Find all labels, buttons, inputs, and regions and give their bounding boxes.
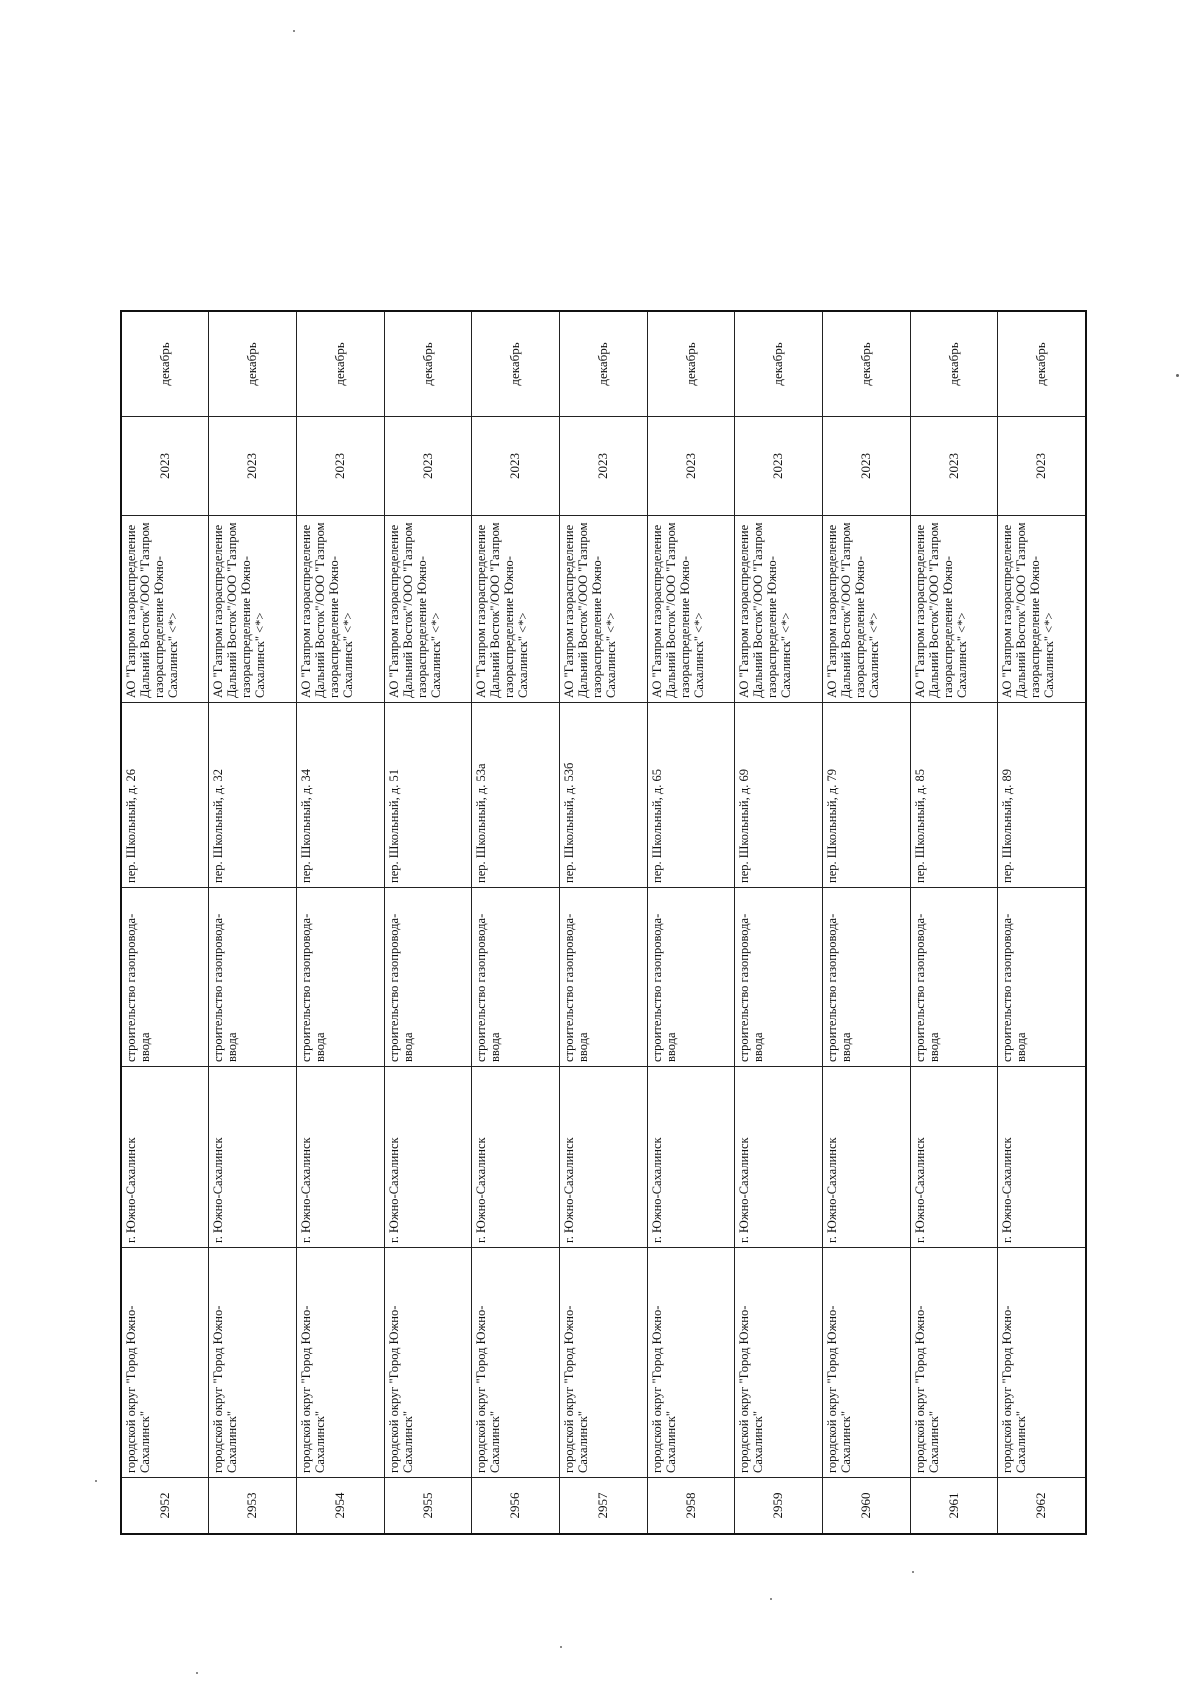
settlement-cell: г. Южно-Сахалинск xyxy=(998,1067,1086,1248)
executor-organization-cell: АО "Газпром газораспределение Дальний Восток"/ООО "Газпром газораспределение Южно-Сахалинск" <*> xyxy=(296,516,384,703)
municipality-cell: городской округ "Город Южно-Сахалинск" xyxy=(998,1248,1086,1478)
table-row xyxy=(559,311,647,1534)
work-type-cell: строительство газопровода-ввода xyxy=(296,888,384,1067)
address-cell: пер. Школьный, д. 53а xyxy=(472,703,560,888)
table-row xyxy=(910,311,998,1534)
address-cell: пер. Школьный, д. 79 xyxy=(823,703,911,888)
year-cell: 2023 xyxy=(384,417,472,516)
work-type-cell: строительство газопровода-ввода xyxy=(384,888,472,1067)
work-type-cell: строительство газопровода-ввода xyxy=(209,888,297,1067)
scan-speck xyxy=(293,30,295,32)
executor-organization-cell: АО "Газпром газораспределение Дальний Восток"/ООО "Газпром газораспределение Южно-Сахалинск" <*> xyxy=(998,516,1086,703)
municipality-cell: городской округ "Город Южно-Сахалинск" xyxy=(384,1248,472,1478)
work-type-cell: строительство газопровода-ввода xyxy=(823,888,911,1067)
address-cell: пер. Школьный, д. 89 xyxy=(998,703,1086,888)
settlement-cell: г. Южно-Сахалинск xyxy=(735,1067,823,1248)
table-row xyxy=(121,311,209,1534)
month-cell: декабрь xyxy=(735,311,823,417)
municipality-cell: городской округ "Город Южно-Сахалинск" xyxy=(910,1248,998,1478)
month-cell: декабрь xyxy=(559,311,647,417)
row-number-cell: 2957 xyxy=(559,1478,647,1535)
table-row xyxy=(647,311,735,1534)
month-cell: декабрь xyxy=(998,311,1086,417)
month-cell: декабрь xyxy=(384,311,472,417)
executor-organization-cell: АО "Газпром газораспределение Дальний Восток"/ООО "Газпром газораспределение Южно-Сахалинск" <*> xyxy=(647,516,735,703)
address-cell: пер. Школьный, д. 69 xyxy=(735,703,823,888)
settlement-cell: г. Южно-Сахалинск xyxy=(910,1067,998,1248)
municipality-cell: городской округ "Город Южно-Сахалинск" xyxy=(559,1248,647,1478)
settlement-cell: г. Южно-Сахалинск xyxy=(647,1067,735,1248)
table-row xyxy=(998,311,1086,1534)
month-cell: декабрь xyxy=(472,311,560,417)
municipality-cell: городской округ "Город Южно-Сахалинск" xyxy=(647,1248,735,1478)
executor-organization-cell: АО "Газпром газораспределение Дальний Восток"/ООО "Газпром газораспределение Южно-Сахалинск" <*> xyxy=(559,516,647,703)
executor-organization-cell: АО "Газпром газораспределение Дальний Восток"/ООО "Газпром газораспределение Южно-Сахалинск" <*> xyxy=(472,516,560,703)
month-cell: декабрь xyxy=(823,311,911,417)
work-type-cell: строительство газопровода-ввода xyxy=(910,888,998,1067)
scan-speck xyxy=(912,1571,914,1573)
address-cell: пер. Школьный, д. 53б xyxy=(559,703,647,888)
work-type-cell: строительство газопровода-ввода xyxy=(735,888,823,1067)
address-cell: пер. Школьный, д. 34 xyxy=(296,703,384,888)
executor-organization-cell: АО "Газпром газораспределение Дальний Восток"/ООО "Газпром газораспределение Южно-Сахалинск" <*> xyxy=(209,516,297,703)
address-cell: пер. Школьный, д. 85 xyxy=(910,703,998,888)
scan-speck xyxy=(1176,374,1179,377)
year-cell: 2023 xyxy=(910,417,998,516)
scan-speck xyxy=(196,1672,198,1674)
work-type-cell: строительство газопровода-ввода xyxy=(121,888,209,1067)
table-row xyxy=(296,311,384,1534)
executor-organization-cell: АО "Газпром газораспределение Дальний Восток"/ООО "Газпром газораспределение Южно-Сахалинск" <*> xyxy=(910,516,998,703)
month-cell: декабрь xyxy=(121,311,209,417)
work-type-cell: строительство газопровода-ввода xyxy=(559,888,647,1067)
municipality-cell: городской округ "Город Южно-Сахалинск" xyxy=(823,1248,911,1478)
settlement-cell: г. Южно-Сахалинск xyxy=(472,1067,560,1248)
address-cell: пер. Школьный, д. 51 xyxy=(384,703,472,888)
year-cell: 2023 xyxy=(823,417,911,516)
row-number-cell: 2961 xyxy=(910,1478,998,1535)
row-number-cell: 2953 xyxy=(209,1478,297,1535)
settlement-cell: г. Южно-Сахалинск xyxy=(209,1067,297,1248)
year-cell: 2023 xyxy=(209,417,297,516)
address-cell: пер. Школьный, д. 65 xyxy=(647,703,735,888)
month-cell: декабрь xyxy=(296,311,384,417)
executor-organization-cell: АО "Газпром газораспределение Дальний Восток"/ООО "Газпром газораспределение Южно-Сахалинск" <*> xyxy=(121,516,209,703)
table-row xyxy=(384,311,472,1534)
row-number-cell: 2958 xyxy=(647,1478,735,1535)
table-row xyxy=(472,311,560,1534)
executor-organization-cell: АО "Газпром газораспределение Дальний Восток"/ООО "Газпром газораспределение Южно-Сахалинск" <*> xyxy=(823,516,911,703)
month-cell: декабрь xyxy=(647,311,735,417)
table-row xyxy=(823,311,911,1534)
work-type-cell: строительство газопровода-ввода xyxy=(472,888,560,1067)
settlement-cell: г. Южно-Сахалинск xyxy=(296,1067,384,1248)
work-type-cell: строительство газопровода-ввода xyxy=(647,888,735,1067)
table-row xyxy=(735,311,823,1534)
year-cell: 2023 xyxy=(735,417,823,516)
scan-speck xyxy=(560,1646,562,1648)
table-body xyxy=(121,311,1086,1534)
municipality-cell: городской округ "Город Южно-Сахалинск" xyxy=(472,1248,560,1478)
scan-speck xyxy=(95,1480,97,1482)
executor-organization-cell: АО "Газпром газораспределение Дальний Восток"/ООО "Газпром газораспределение Южно-Сахалинск" <*> xyxy=(384,516,472,703)
settlement-cell: г. Южно-Сахалинск xyxy=(823,1067,911,1248)
settlement-cell: г. Южно-Сахалинск xyxy=(121,1067,209,1248)
year-cell: 2023 xyxy=(559,417,647,516)
year-cell: 2023 xyxy=(647,417,735,516)
settlement-cell: г. Южно-Сахалинск xyxy=(559,1067,647,1248)
year-cell: 2023 xyxy=(998,417,1086,516)
scan-speck xyxy=(770,1598,772,1600)
month-cell: декабрь xyxy=(209,311,297,417)
municipality-cell: городской округ "Город Южно-Сахалинск" xyxy=(296,1248,384,1478)
row-number-cell: 2959 xyxy=(735,1478,823,1535)
table-row xyxy=(209,311,297,1534)
row-number-cell: 2960 xyxy=(823,1478,911,1535)
municipality-cell: городской округ "Город Южно-Сахалинск" xyxy=(209,1248,297,1478)
municipality-cell: городской округ "Город Южно-Сахалинск" xyxy=(121,1248,209,1478)
year-cell: 2023 xyxy=(296,417,384,516)
year-cell: 2023 xyxy=(121,417,209,516)
row-number-cell: 2962 xyxy=(998,1478,1086,1535)
year-cell: 2023 xyxy=(472,417,560,516)
municipality-cell: городской округ "Город Южно-Сахалинск" xyxy=(735,1248,823,1478)
gasification-schedule-table xyxy=(120,310,1087,1535)
row-number-cell: 2952 xyxy=(121,1478,209,1535)
work-type-cell: строительство газопровода-ввода xyxy=(998,888,1086,1067)
row-number-cell: 2955 xyxy=(384,1478,472,1535)
settlement-cell: г. Южно-Сахалинск xyxy=(384,1067,472,1248)
row-number-cell: 2954 xyxy=(296,1478,384,1535)
rotated-table-container xyxy=(120,342,1085,1535)
month-cell: декабрь xyxy=(910,311,998,417)
address-cell: пер. Школьный, д. 32 xyxy=(209,703,297,888)
executor-organization-cell: АО "Газпром газораспределение Дальний Восток"/ООО "Газпром газораспределение Южно-Сахалинск" <*> xyxy=(735,516,823,703)
address-cell: пер. Школьный, д. 26 xyxy=(121,703,209,888)
row-number-cell: 2956 xyxy=(472,1478,560,1535)
